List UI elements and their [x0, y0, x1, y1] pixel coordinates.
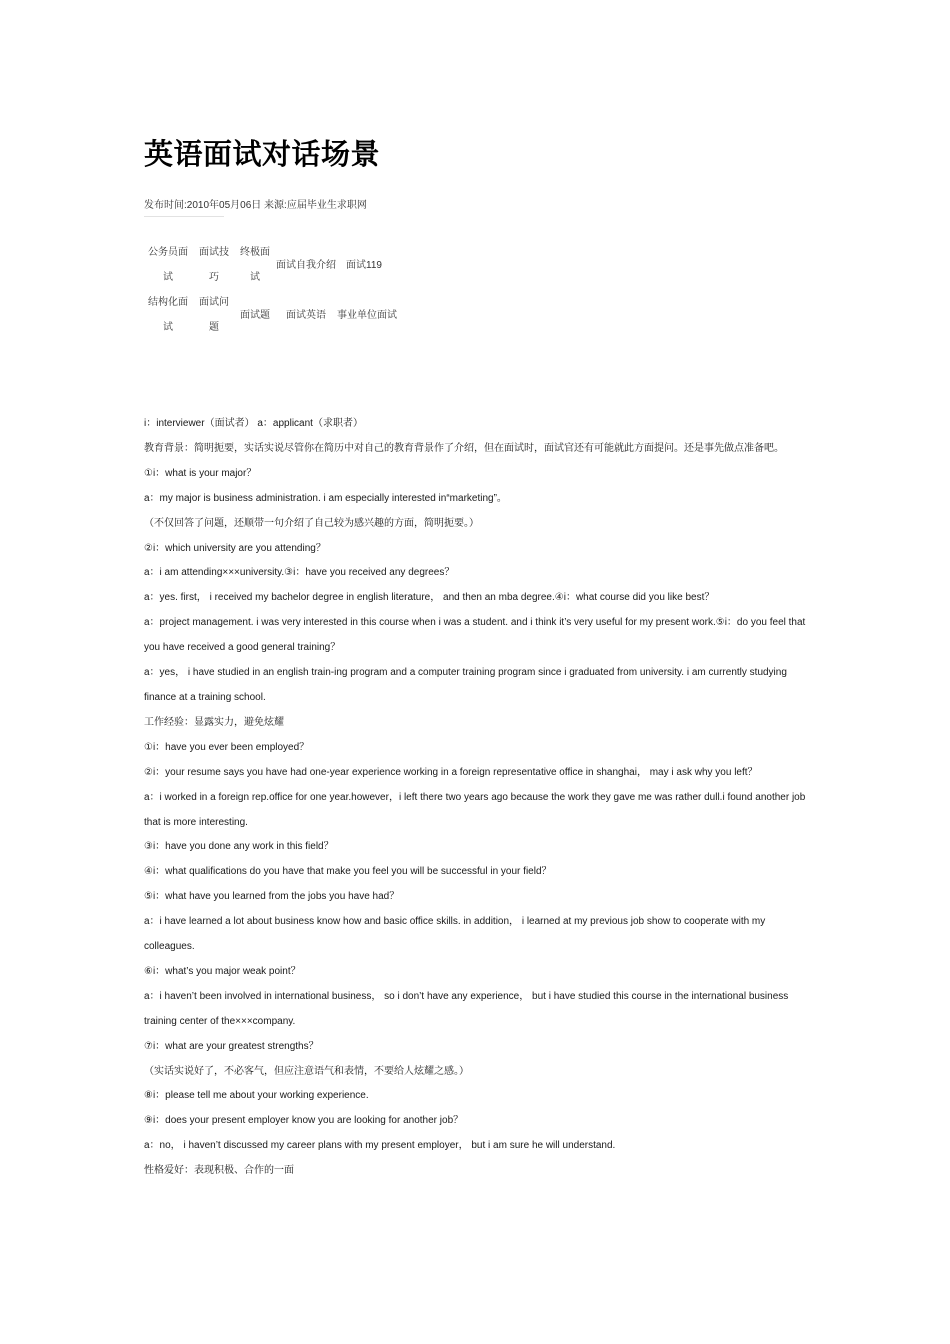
tag-link-structured-interview[interactable] [146, 290, 190, 340]
body-paragraph: ⑥i：what’s you major weak point？ [144, 965, 301, 977]
body-paragraph: 教育背景：简明扼要，实话实说尽管你在简历中对自己的教育背景作了介绍，但在面试时，面试官还有可能就此方面提问。还是事先做点准备吧。 [144, 442, 784, 454]
body-paragraph: a：yes. first， i received my bachelor degree in english literature， and then an mba degree.④i：what course did you like best？ [144, 592, 715, 604]
body-paragraph: a：i haven’t been involved in international business， so i don’t have any experience， but i have studied this course in the international business training center of the×××company. [144, 990, 789, 1027]
tag-link-interview-topics[interactable]: 面试题 [240, 310, 270, 321]
article-body [144, 412, 812, 1184]
meta-divider [144, 216, 224, 217]
body-paragraph: ⑧i：please tell me about your working experience. [144, 1090, 369, 1102]
tag-link-interview-questions[interactable] [196, 290, 232, 340]
tag-line: 面试技 [199, 247, 229, 258]
tag-link-public-institution[interactable]: 事业单位面试 [337, 310, 397, 321]
body-paragraph: a：my major is business administration. i am especially interested in“marketing”。 [144, 492, 507, 504]
body-paragraph: ⑤i：what have you learned from the jobs you have had？ [144, 891, 400, 903]
tag-line: 结构化面 [148, 297, 188, 308]
tag-link-civil-service[interactable] [146, 240, 190, 290]
body-paragraph: ②i：which university are you attending？ [144, 542, 326, 554]
tag-line: 巧 [209, 272, 219, 283]
tag-link-interview-skills[interactable] [196, 240, 232, 290]
tag-line: 终极面 [240, 247, 270, 258]
tag-line: 公务员面 [148, 247, 188, 258]
tag-link-interview-english[interactable]: 面试英语 [286, 310, 326, 321]
body-paragraph: ③i：have you done any work in this field？ [144, 841, 334, 853]
body-paragraph: ⑨i：does your present employer know you are looking for another job？ [144, 1115, 464, 1127]
body-paragraph: 工作经验：显露实力，避免炫耀 [144, 716, 284, 728]
body-paragraph: （不仅回答了问题，还顺带一句介绍了自己较为感兴趣的方面，简明扼要。） [144, 517, 479, 529]
body-paragraph: a：yes， i have studied in an english train-ing program and a computer training program since i graduated from university. i am currently studying finance at a training school. [144, 667, 787, 703]
body-paragraph: （实话实说好了，不必客气，但应注意语气和表情，不要给人炫耀之感。） [144, 1065, 469, 1077]
body-paragraph: a：i worked in a foreign rep.office for one year.however，i left there two years ago because the work they gave me was rather dull.i found another job that is more interesting. [144, 791, 806, 828]
tag-link-ultimate-interview[interactable] [237, 240, 273, 290]
tag-link-self-introduction[interactable]: 面试自我介绍 [276, 260, 336, 271]
article-meta: 发布时间:2010年05月06日 来源:应届毕业生求职网 [144, 200, 367, 211]
body-paragraph: 性格爱好：表现积极、合作的一面 [144, 1165, 294, 1177]
body-paragraph: a：project management. i was very interested in this course when i was a student. and i think it’s very useful for my present work.⑤i：do you feel that you have received a good general training？ [144, 617, 806, 654]
article-title: 英语面试对话场景 [144, 137, 381, 171]
tag-line: 试 [163, 322, 173, 333]
body-paragraph: ①i：have you ever been employed？ [144, 741, 310, 753]
tag-link-interview-119[interactable]: 面试119 [346, 260, 382, 271]
body-paragraph: ②i：your resume says you have had one-year experience working in a foreign representative office in shanghai， may i ask why you left？ [144, 766, 758, 778]
body-paragraph: ④i：what qualifications do you have that make you feel you will be successful in your field？ [144, 866, 552, 878]
tag-line: 试 [250, 272, 260, 283]
tag-line: 试 [163, 272, 173, 283]
body-paragraph: i：interviewer（面试者） a：applicant（求职者） [144, 418, 363, 429]
body-paragraph: ①i：what is your major？ [144, 467, 257, 479]
body-paragraph: a：i have learned a lot about business know how and basic office skills. in addition， i learned at my previous job show to cooperate with my colleagues. [144, 916, 766, 953]
tag-line: 题 [209, 322, 219, 333]
body-paragraph: ⑦i：what are your greatest strengths？ [144, 1040, 319, 1052]
body-paragraph: a：i am attending×××university.③i：have you received any degrees？ [144, 567, 455, 579]
tag-line: 面试问 [199, 297, 229, 308]
body-paragraph: a：no， i haven’t discussed my career plans with my present employer， but i am sure he will understand. [144, 1140, 616, 1152]
